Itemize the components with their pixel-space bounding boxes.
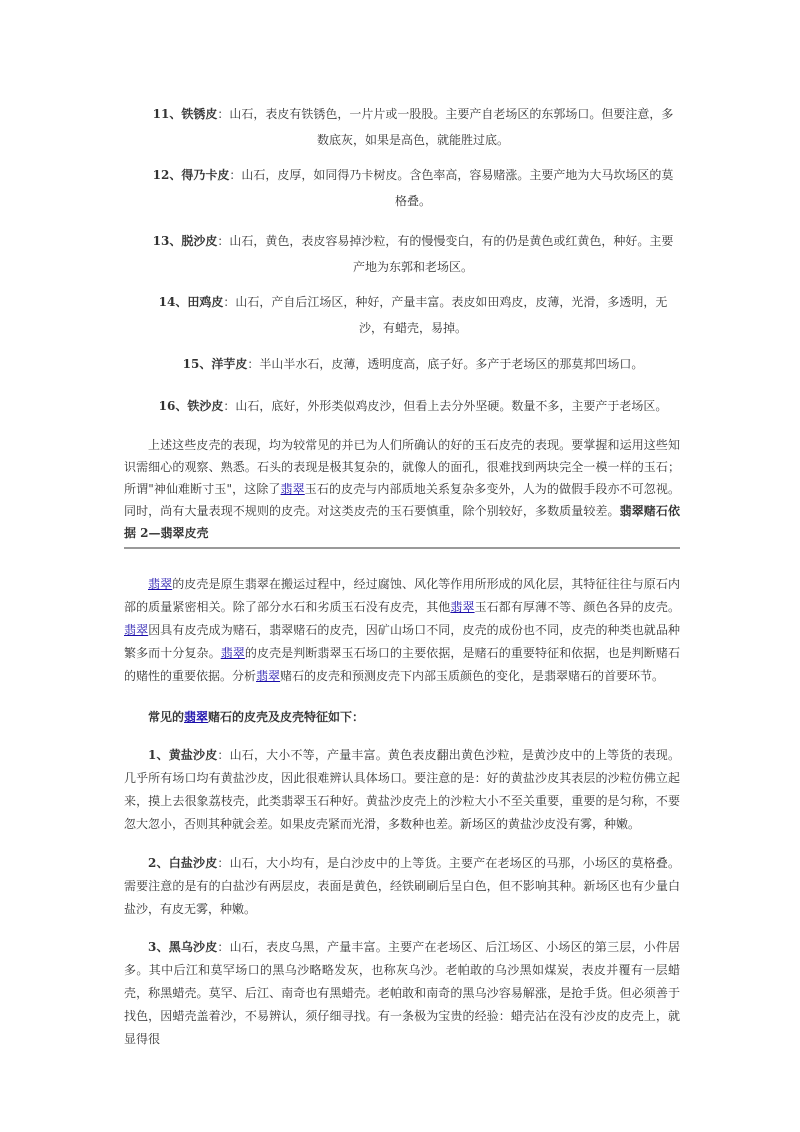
jade-link[interactable]: 翡翠 [280, 482, 305, 496]
entry-text: ：山石，产自后江场区，种好，产量丰富。表皮如田鸡皮，皮薄，光滑，多透明，无沙，有蜡壳，易掉。 [223, 295, 668, 335]
intro-paragraph [124, 573, 680, 688]
jade-link[interactable]: 翡翠 [220, 646, 245, 660]
intro-text: 赌石的皮壳和预测皮壳下内部玉质颜色的变化，是翡翠赌石的首要环节。 [280, 669, 665, 683]
intro-text: 玉石都有厚薄不等、颜色各异的皮壳。 [474, 600, 680, 614]
entry-name: 15、洋芋皮 [182, 357, 248, 371]
entry-black-crow-sand [124, 936, 680, 1051]
entry-text: ：山石，皮厚，如同得乃卡树皮。含色率高，容易赌涨。主要产地为大马坎场区的莫格叠。 [229, 168, 674, 208]
entry-name: 16、铁沙皮 [158, 399, 224, 413]
entry-text: ：半山半水石，皮薄，透明度高，底子好。多产于老场区的那莫邦凹场口。 [247, 357, 644, 371]
jade-link[interactable]: 翡翠 [184, 710, 209, 724]
intro-text: 的皮壳是判断翡翠玉石场口的主要依据，是赌石的重要特征和依据，也是判断赌石的赌性的重要依据。分析 [124, 646, 680, 683]
jade-link[interactable]: 翡翠 [450, 600, 475, 614]
entry-text: ：山石，表皮有铁锈色，一片片或一股股。主要产自老场区的东郭场口。但要注意，多数底灰，如果是高色，就能胜过底。 [217, 107, 674, 147]
list-heading [148, 706, 364, 728]
summary-text-2: 玉石的皮壳与内部质地关系复杂多变外，人为的做假手段亦不可忽视。同时，尚有大量表现不规则的皮壳。对这类皮壳的玉石要慎重，除个别较好，多数质量较差。 [124, 482, 680, 518]
horizontal-divider [124, 547, 680, 549]
entry-16 [148, 393, 678, 419]
entry-text: ：山石，表皮乌黑，产量丰富。主要产在老场区、后江场区、小场区的第三层，小件居多。其中后江和莫罕场口的黑乌沙略略发灰，也称灰乌沙。老帕敢的乌沙黑如煤炭，表皮并覆有一层蜡壳，称黑蜡壳。莫罕、后江、南奇也有黑蜡壳。老帕敢和南奇的黑乌沙容易解涨，是抢手货。但必须善于找色，因蜡壳盖着沙，不易辨认，须仔细寻找。有一条极为宝贵的经验：蜡壳沾在没有沙皮的皮壳上，就显得很 [124, 940, 680, 1046]
entry-name: 12、得乃卡皮 [152, 168, 230, 182]
section-title: 翡翠赌石依据 2—翡翠皮壳 [124, 504, 680, 540]
entry-yellow-salt-sand [124, 744, 680, 836]
entry-text: ：山石，底好，外形类似鸡皮沙，但看上去分外坚硬。数量不多，主要产于老场区。 [223, 399, 668, 413]
entry-text: ：山石，黄色，表皮容易掉沙粒，有的慢慢变白，有的仍是黄色或红黄色，种好。主要产地为东郭和老场区。 [217, 234, 674, 274]
entry-12 [148, 162, 678, 214]
entry-white-salt-sand [124, 852, 680, 921]
entry-text: ：山石，大小不等，产量丰富。黄色表皮翻出黄色沙粒，是黄沙皮中的上等货的表现。几乎所有场口均有黄盐沙皮，因此很难辨认具体场口。要注意的是：好的黄盐沙皮其表层的沙粒仿佛立起来，摸上去很象荔枝壳，此类翡翠玉石种好。黄盐沙皮壳上的沙粒大小不至关重要，重要的是匀称，不要忽大忽小，否则其种就会差。如果皮壳紧而光滑，多数种也差。新场区的黄盐沙皮没有雾，种嫩。 [124, 748, 680, 831]
entry-13 [148, 228, 678, 280]
entry-text: ：山石，大小均有，是白沙皮中的上等货。主要产在老场区的马那，小场区的莫格叠。需要注意的是有的白盐沙有两层皮，表面是黄色，经铁刷刷后呈白色，但不影响其种。新场区也有少量白盐沙，有皮无雾，种嫩。 [124, 856, 680, 916]
entry-14 [148, 289, 678, 341]
heading-suffix: 赌石的皮壳及皮壳特征如下： [208, 710, 365, 724]
summary-paragraph [124, 434, 680, 544]
jade-link[interactable]: 翡翠 [148, 577, 173, 591]
entry-name: 2、白盐沙皮 [148, 856, 218, 870]
heading-prefix: 常见的 [148, 710, 185, 724]
entry-15 [148, 351, 678, 377]
summary-text-1: 上述这些皮壳的表现，均为较常见的并已为人们所确认的好的玉石皮壳的表现。要掌握和运用这些知识需细心的观察、熟悉。石头的表现是极其复杂的，就像人的面孔，很难找到两块完全一模一样的玉石；所谓"神仙难断寸玉"，这除了 [124, 438, 680, 496]
entry-name: 13、脱沙皮 [152, 234, 218, 248]
entry-name: 3、黑乌沙皮 [148, 940, 218, 954]
entry-11 [148, 101, 678, 153]
entry-name: 11、铁锈皮 [152, 107, 218, 121]
jade-link[interactable]: 翡翠 [256, 669, 281, 683]
intro-text: 的皮壳是原生翡翠在搬运过程中，经过腐蚀、风化等作用所形成的风化层，其特征往往与原石内部的质量紧密相关。除了部分水石和劣质玉石没有皮壳，其他 [124, 577, 680, 614]
entry-name: 14、田鸡皮 [158, 295, 224, 309]
intro-text: 因具有皮壳成为赌石，翡翠赌石的皮壳，因矿山场口不同，皮壳的成份也不同，皮壳的种类也就品种繁多而十分复杂。 [124, 623, 680, 660]
entry-name: 1、黄盐沙皮 [148, 748, 218, 762]
jade-link[interactable]: 翡翠 [124, 623, 149, 637]
